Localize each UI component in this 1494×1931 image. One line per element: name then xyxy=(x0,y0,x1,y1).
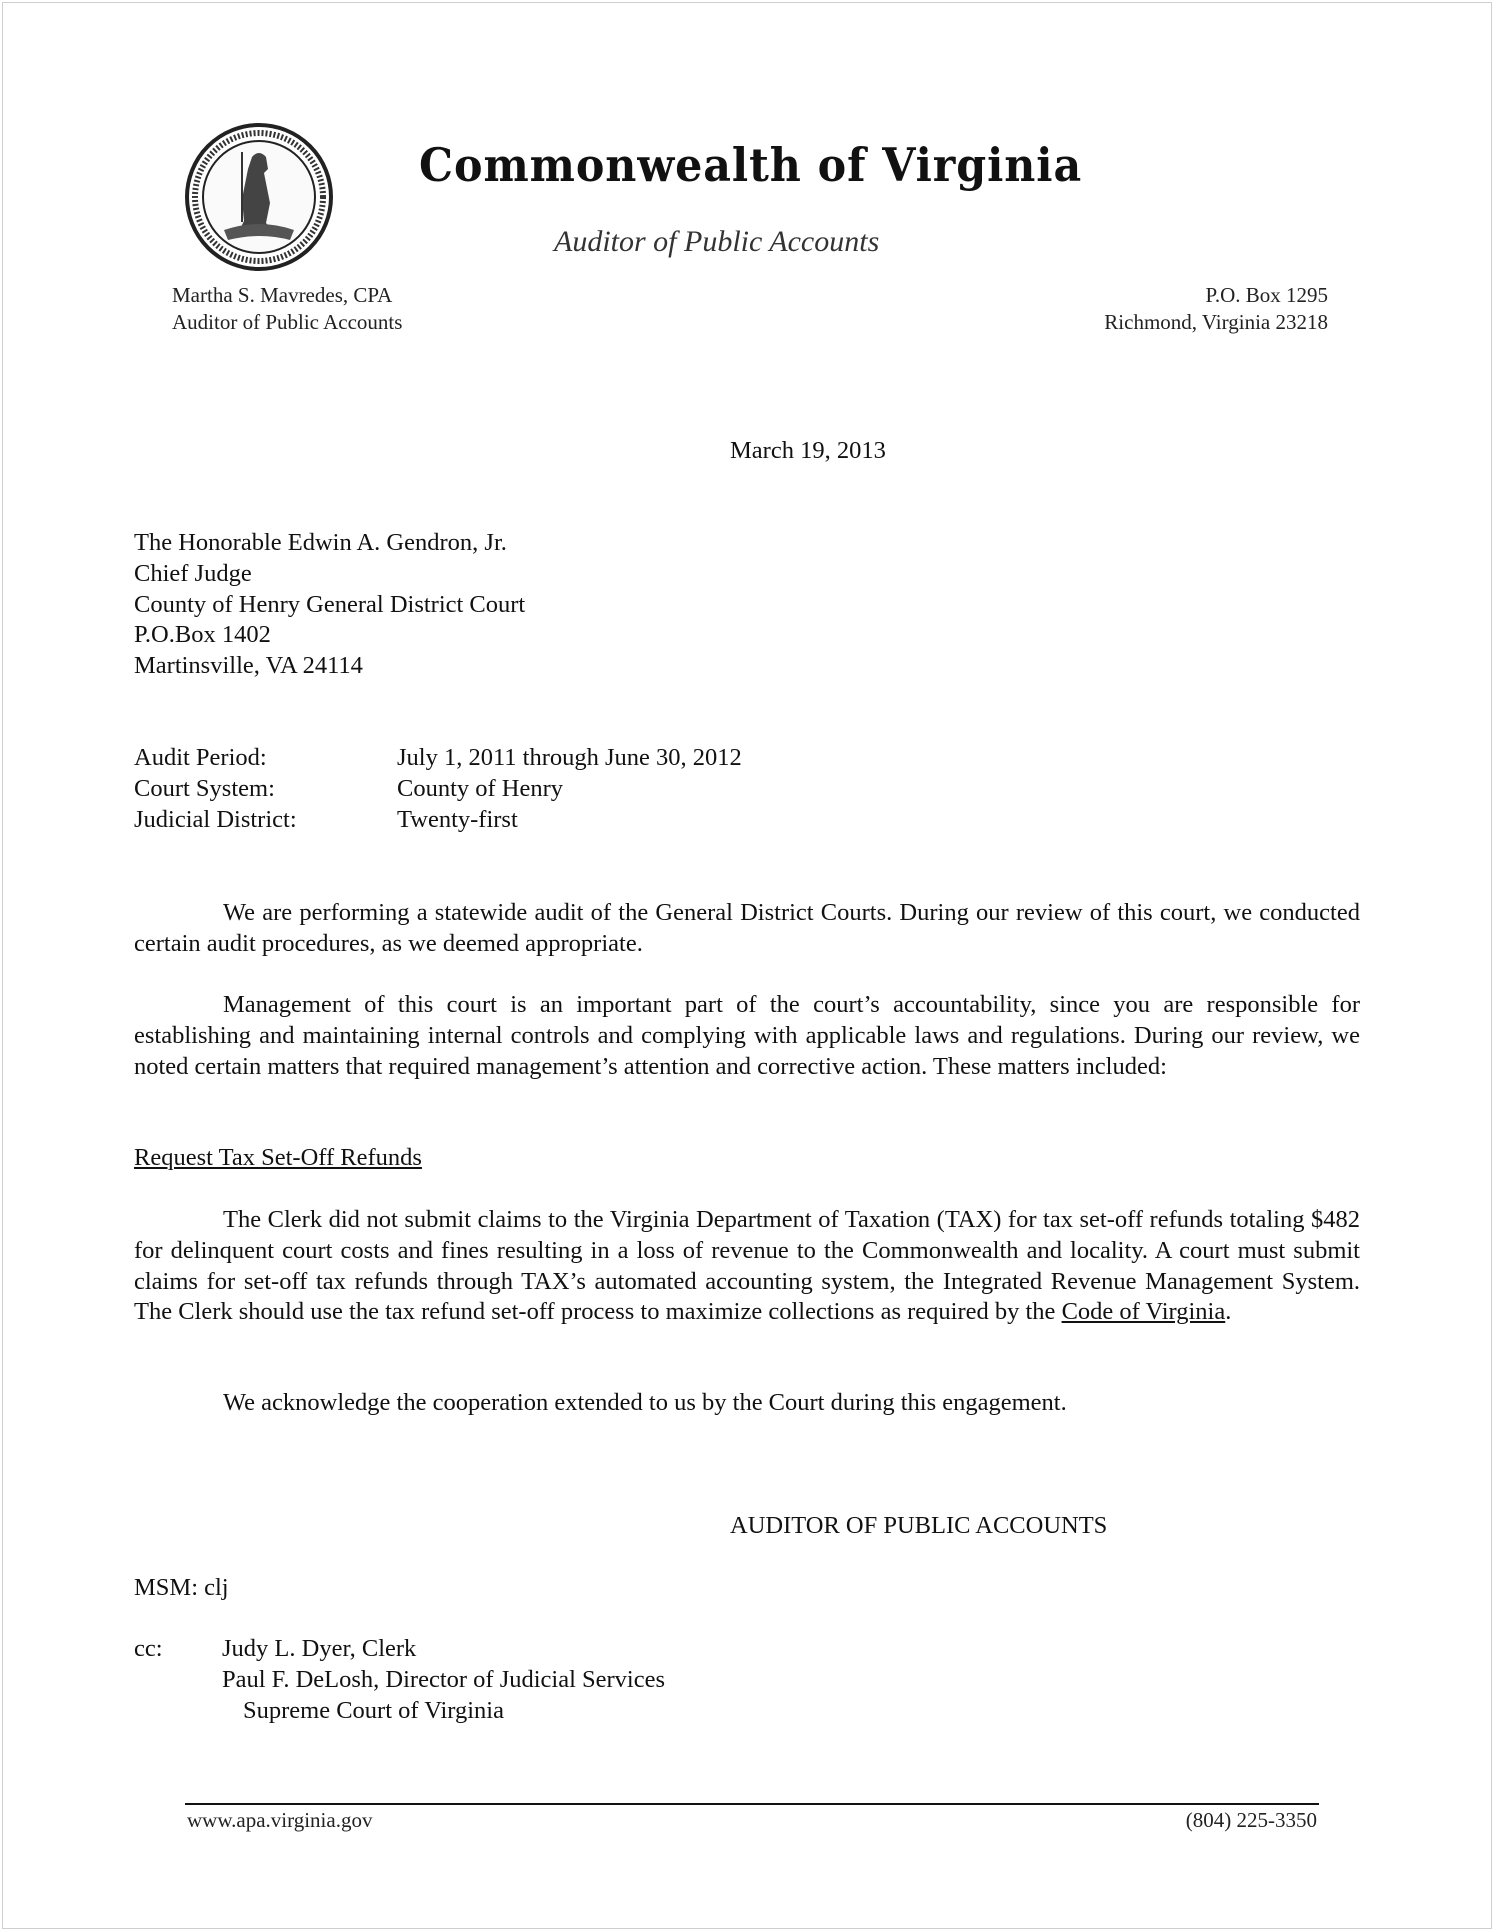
audit-info-row xyxy=(134,743,834,774)
letter-date: March 19, 2013 xyxy=(730,437,886,464)
recipient-line: The Honorable Edwin A. Gendron, Jr. xyxy=(134,529,507,556)
letterhead-title: Commonwealth of Virginia xyxy=(419,138,1083,192)
po-box: P.O. Box 1295 xyxy=(1205,283,1328,307)
paragraph-text: We acknowledge the cooperation extended to us by the Court during this engagement. xyxy=(223,1389,1067,1416)
paragraph-text: Management of this court is an important part of the court’s accountability, since you are responsible for establishing and maintaining internal controls and complying with applicable laws and regulations. During our review, we noted certain matters that required management’s attention and corrective action. These matters included: xyxy=(134,991,1360,1080)
footer-divider xyxy=(185,1803,1319,1805)
auditor-name: Martha S. Mavredes, CPA xyxy=(172,283,393,307)
auditor-title: Auditor of Public Accounts xyxy=(172,310,403,334)
footer-phone: (804) 225-3350 xyxy=(1185,1808,1317,1832)
paragraph-finding xyxy=(134,1205,1360,1328)
cc-list xyxy=(222,1634,665,1726)
letterhead-subtitle: Auditor of Public Accounts xyxy=(554,225,880,258)
cc-recipient: Paul F. DeLosh, Director of Judicial Services xyxy=(222,1665,666,1693)
audit-info-value: Twenty-first xyxy=(397,805,518,833)
initials: MSM: clj xyxy=(134,1574,229,1601)
signature-block: AUDITOR OF PUBLIC ACCOUNTS xyxy=(730,1512,1108,1539)
audit-info-row xyxy=(134,805,834,836)
cc-label: cc: xyxy=(134,1635,163,1662)
audit-info-label: Court System: xyxy=(134,774,275,802)
paragraph-text: . xyxy=(1225,1298,1232,1326)
city-state-zip: Richmond, Virginia 23218 xyxy=(1104,310,1328,334)
cc-recipient-affiliation: Supreme Court of Virginia xyxy=(243,1696,504,1724)
cc-recipient: Judy L. Dyer, Clerk xyxy=(222,1635,417,1662)
paragraph-management xyxy=(134,990,1360,1082)
paragraph-acknowledgement xyxy=(134,1388,1360,1419)
auditor-name-block xyxy=(172,282,402,336)
recipient-line: Martinsville, VA 24114 xyxy=(134,652,363,680)
audit-info-row xyxy=(134,774,834,805)
paragraph-text: We are performing a statewide audit of the General District Courts. During our review of this court, we conducted certain audit procedures, as we deemed appropriate. xyxy=(134,899,1360,957)
recipient-line: County of Henry General District Court xyxy=(134,590,526,618)
audit-info-block xyxy=(134,743,834,835)
finding-heading: Request Tax Set-Off Refunds xyxy=(134,1144,422,1171)
recipient-address xyxy=(134,528,525,682)
audit-info-label: Judicial District: xyxy=(134,805,297,833)
virginia-seal-logo xyxy=(184,122,334,272)
paragraph-text: The Clerk did not submit claims to the Virginia Department of Taxation (TAX) for tax set-off refunds totaling $482 for delinquent court costs and fines resulting in a loss of revenue to the Commonwealth and locality. A court must submit claims for set-off tax refunds through TAX’s automated accounting system, the Integrated Revenue Management System. The Clerk should use the tax refund set-off process to maximize collections as required by the xyxy=(134,1206,1360,1326)
audit-info-value: County of Henry xyxy=(397,774,564,802)
recipient-line: Chief Judge xyxy=(134,559,252,587)
audit-info-label: Audit Period: xyxy=(134,744,267,771)
code-of-virginia-reference: Code of Virginia xyxy=(1061,1298,1226,1326)
paragraph-intro xyxy=(134,898,1360,960)
audit-info-value: July 1, 2011 through June 30, 2012 xyxy=(397,744,742,771)
recipient-line: P.O.Box 1402 xyxy=(134,621,271,649)
footer-website: www.apa.virginia.gov xyxy=(187,1808,373,1832)
office-address-block xyxy=(1104,282,1328,336)
